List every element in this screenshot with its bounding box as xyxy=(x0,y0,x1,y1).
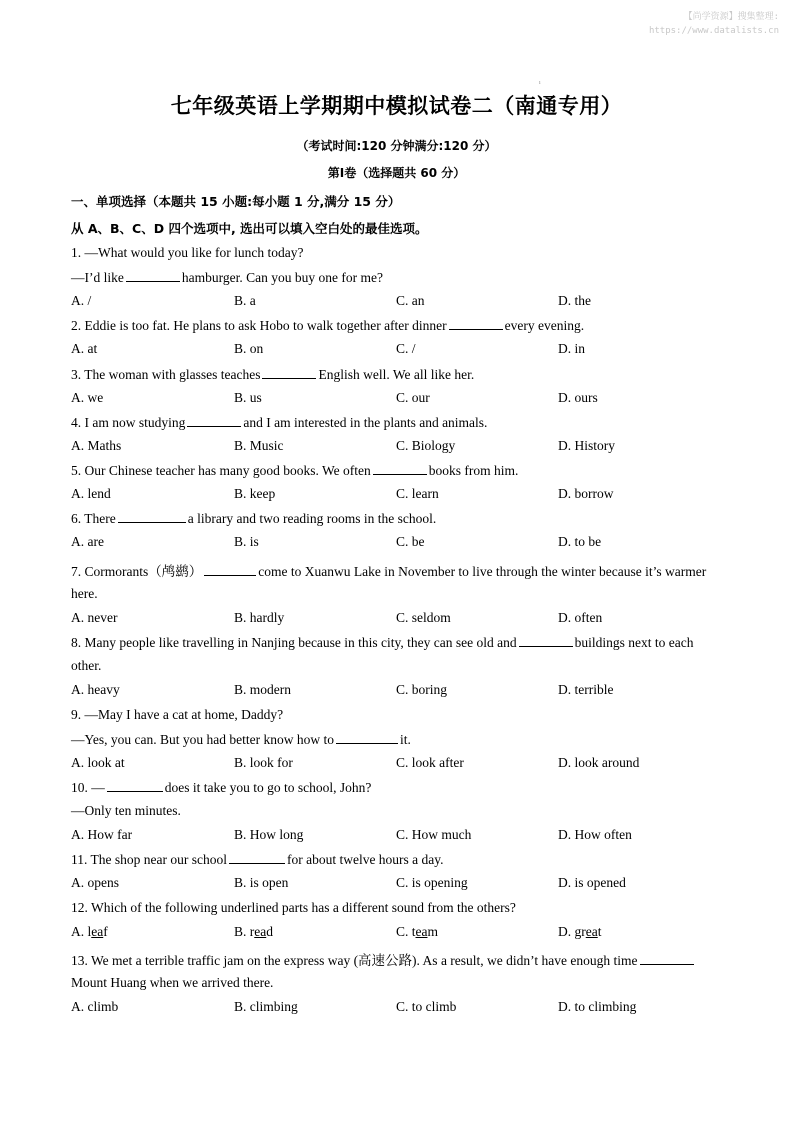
volume-heading: 第Ⅰ卷（选择题共 60 分） xyxy=(327,166,466,180)
question-text: it. xyxy=(399,732,411,747)
question-text: 5. Our Chinese teacher has many good books. We often xyxy=(71,463,371,478)
answer-blank xyxy=(107,779,163,792)
option-d[interactable]: D. History xyxy=(558,438,615,453)
answer-blank xyxy=(336,731,398,744)
question-8-continuation: other. xyxy=(71,658,102,673)
option-c[interactable]: C. / xyxy=(396,341,416,356)
page-title: 七年级英语上学期期中模拟试卷二（南通专用） xyxy=(170,94,623,118)
answer-blank xyxy=(449,317,503,330)
option-a[interactable]: A. we xyxy=(71,390,104,405)
answer-blank xyxy=(118,510,186,523)
watermark-line-2: https://www.datalists.cn xyxy=(648,26,779,36)
option-b[interactable]: B. is xyxy=(234,534,259,549)
section-heading: 一、单项选择（本题共 15 小题:每小题 1 分,满分 15 分） xyxy=(71,194,401,209)
question-4 xyxy=(71,414,487,431)
question-text: and I am interested in the plants and animals. xyxy=(243,415,488,430)
question-text: 10. — xyxy=(71,780,105,795)
option-d[interactable]: D. to be xyxy=(558,534,602,549)
option-d[interactable]: D. the xyxy=(558,293,591,308)
option-c[interactable]: C. our xyxy=(396,390,430,405)
question-4-options xyxy=(71,438,731,456)
option-a[interactable]: A. climb xyxy=(71,999,119,1014)
option-b[interactable]: B. keep xyxy=(234,486,276,501)
answer-blank xyxy=(229,851,285,864)
answer-blank xyxy=(204,563,256,576)
question-6-options xyxy=(71,534,731,552)
option-c[interactable]: C. How much xyxy=(396,827,472,842)
page-tick-mark: ı xyxy=(539,80,541,86)
question-text: —Yes, you can. But you had better know how to xyxy=(71,732,334,747)
question-11 xyxy=(71,851,444,868)
question-text: 8. Many people like travelling in Nanjing because in this city, they can see old and xyxy=(71,635,517,650)
option-a[interactable]: A. lend xyxy=(71,486,111,501)
option-d[interactable]: D. How often xyxy=(558,827,632,842)
option-b[interactable]: B. a xyxy=(234,293,256,308)
option-a[interactable]: A. never xyxy=(71,610,118,625)
answer-blank xyxy=(126,269,180,282)
question-10-options xyxy=(71,827,731,845)
question-text: for about twelve hours a day. xyxy=(286,852,444,867)
question-text: a library and two reading rooms in the school. xyxy=(187,511,437,526)
question-text: English well. We all like her. xyxy=(318,367,475,382)
question-2-options xyxy=(71,341,731,359)
option-d[interactable]: D. look around xyxy=(558,755,640,770)
option-d[interactable]: D. great xyxy=(558,924,602,939)
section-instruction: 从 A、B、C、D 四个选项中, 选出可以填入空白处的最佳选项。 xyxy=(71,221,428,236)
option-b[interactable]: B. us xyxy=(234,390,262,405)
question-13-continuation: Mount Huang when we arrived there. xyxy=(71,975,274,990)
question-text: 6. There xyxy=(71,511,116,526)
watermark-line-1: 【尚学资源】搜集整理: xyxy=(683,12,779,22)
option-c[interactable]: C. is opening xyxy=(396,875,468,890)
question-13 xyxy=(71,949,696,969)
question-text: buildings next to each xyxy=(574,635,694,650)
question-3 xyxy=(71,366,474,383)
question-8 xyxy=(71,634,694,651)
question-text: come to Xuanwu Lake in November to live through the winter because it’s warmer xyxy=(258,564,707,579)
question-11-options xyxy=(71,875,731,893)
question-10 xyxy=(71,779,371,796)
answer-blank xyxy=(640,952,694,965)
option-c[interactable]: C. boring xyxy=(396,682,448,697)
option-a[interactable]: A. at xyxy=(71,341,98,356)
question-text: 4. I am now studying xyxy=(71,415,186,430)
option-b[interactable]: B. read xyxy=(234,924,273,939)
option-b[interactable]: B. How long xyxy=(234,827,304,842)
question-13-options xyxy=(71,999,731,1017)
question-text: —I’d like xyxy=(71,270,124,285)
question-10-continuation: —Only ten minutes. xyxy=(71,803,181,818)
question-1-line-1: 1. —What would you like for lunch today? xyxy=(71,245,304,260)
question-9-options xyxy=(71,755,731,773)
option-a[interactable]: A. are xyxy=(71,534,104,549)
option-d[interactable]: D. in xyxy=(558,341,585,356)
question-1-options xyxy=(71,293,731,311)
question-text: hamburger. Can you buy one for me? xyxy=(181,270,383,285)
question-1-line-2 xyxy=(71,269,383,286)
question-text: 7. Cormorants（鸬鹚） xyxy=(71,564,203,579)
option-a[interactable]: A. opens xyxy=(71,875,119,890)
option-c[interactable]: C. learn xyxy=(396,486,439,501)
option-d[interactable]: D. to climbing xyxy=(558,999,637,1014)
option-b[interactable]: B. Music xyxy=(234,438,284,453)
option-d[interactable]: D. terrible xyxy=(558,682,614,697)
option-b[interactable]: B. hardly xyxy=(234,610,285,625)
option-c[interactable]: C. be xyxy=(396,534,425,549)
question-text: 3. The woman with glasses teaches xyxy=(71,367,261,382)
question-6 xyxy=(71,510,436,527)
answer-blank xyxy=(519,634,573,647)
question-7 xyxy=(71,560,706,580)
option-a[interactable]: A. How far xyxy=(71,827,133,842)
question-9-line-2 xyxy=(71,731,411,748)
question-text: 13. We met a terrible traffic jam on the express way (高速公路). As a result, we didn’t have enough time xyxy=(71,953,638,968)
option-c[interactable]: C. seldom xyxy=(396,610,451,625)
question-text: every evening. xyxy=(504,318,585,333)
question-text: 11. The shop near our school xyxy=(71,852,227,867)
exam-time-info: （考试时间:120 分钟满分:120 分） xyxy=(296,139,497,153)
watermark xyxy=(649,10,779,38)
option-d[interactable]: D. often xyxy=(558,610,603,625)
question-12: 12. Which of the following underlined parts has a different sound from the others? xyxy=(71,900,516,915)
question-3-options xyxy=(71,390,731,408)
option-a[interactable]: A. leaf xyxy=(71,924,108,939)
answer-blank xyxy=(262,366,316,379)
answer-blank xyxy=(187,414,241,427)
question-8-options xyxy=(71,682,731,700)
option-a[interactable]: A. Maths xyxy=(71,438,122,453)
option-d[interactable]: D. is opened xyxy=(558,875,626,890)
option-b[interactable]: B. is open xyxy=(234,875,289,890)
question-12-options xyxy=(71,924,731,942)
option-a[interactable]: A. look at xyxy=(71,755,125,770)
option-b[interactable]: B. on xyxy=(234,341,264,356)
option-c[interactable]: C. team xyxy=(396,924,439,939)
option-b[interactable]: B. climbing xyxy=(234,999,298,1014)
option-d[interactable]: D. ours xyxy=(558,390,598,405)
option-a[interactable]: A. / xyxy=(71,293,92,308)
option-c[interactable]: C. look after xyxy=(396,755,464,770)
option-d[interactable]: D. borrow xyxy=(558,486,614,501)
option-c[interactable]: C. an xyxy=(396,293,425,308)
option-b[interactable]: B. look for xyxy=(234,755,293,770)
question-7-continuation: here. xyxy=(71,586,98,601)
question-9-line-1: 9. —May I have a cat at home, Daddy? xyxy=(71,707,284,722)
question-text: does it take you to go to school, John? xyxy=(164,780,372,795)
question-5-options xyxy=(71,486,731,504)
question-text: 2. Eddie is too fat. He plans to ask Hobo to walk together after dinner xyxy=(71,318,447,333)
question-text: books from him. xyxy=(428,463,519,478)
question-2 xyxy=(71,317,584,334)
option-a[interactable]: A. heavy xyxy=(71,682,120,697)
question-5 xyxy=(71,462,518,479)
answer-blank xyxy=(373,462,427,475)
question-7-options xyxy=(71,610,731,628)
option-c[interactable]: C. Biology xyxy=(396,438,456,453)
option-c[interactable]: C. to climb xyxy=(396,999,457,1014)
option-b[interactable]: B. modern xyxy=(234,682,291,697)
